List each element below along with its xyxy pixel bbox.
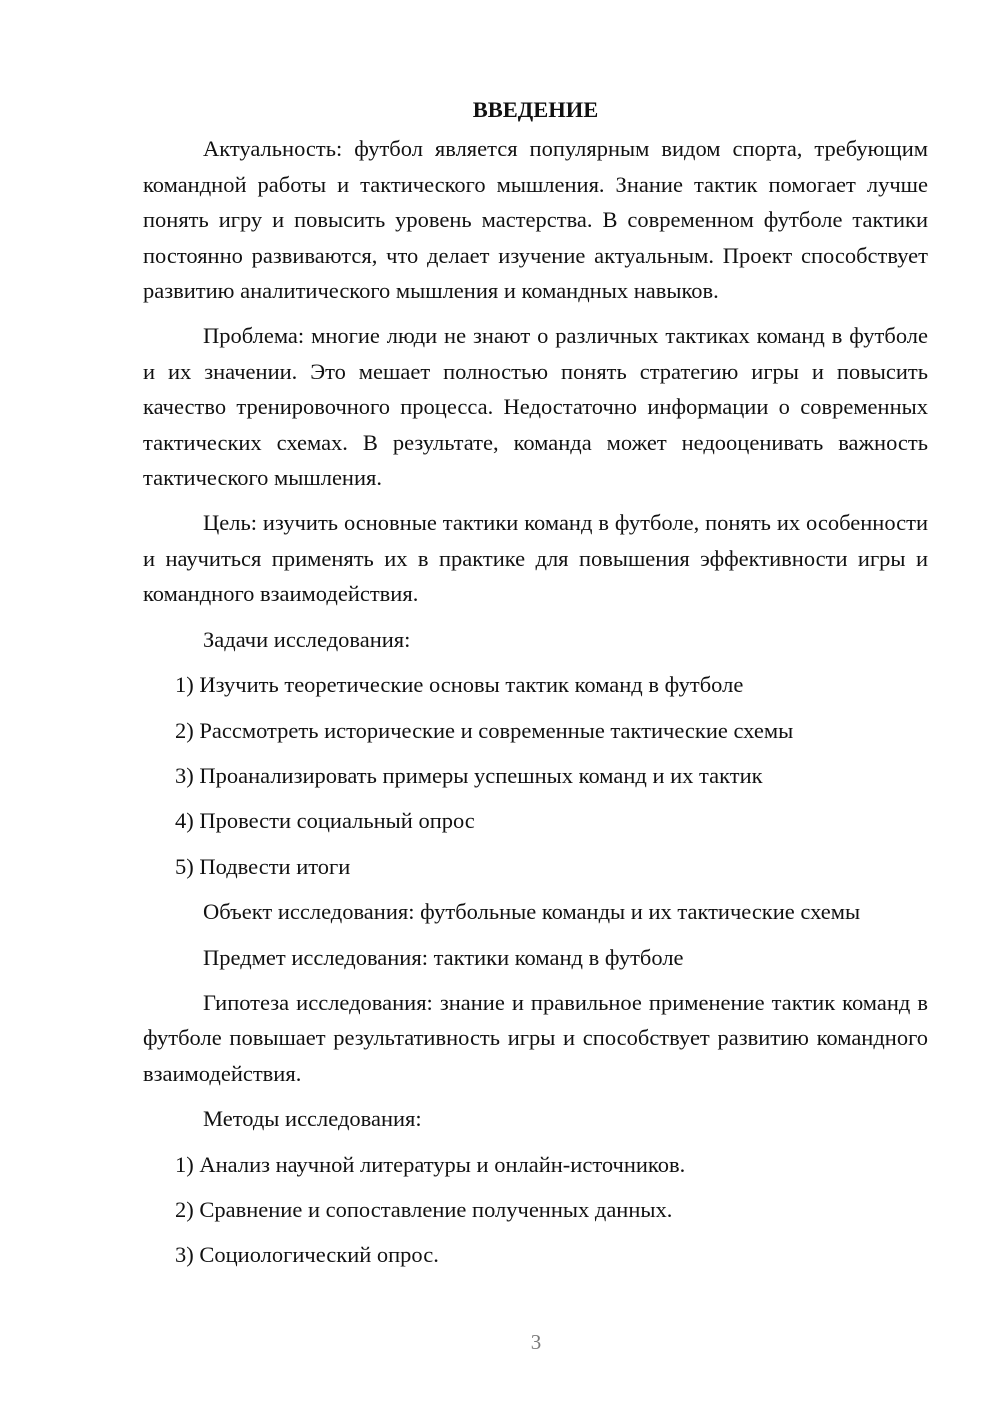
hypothesis-paragraph: Гипотеза исследования: знание и правильное применение тактик команд в футболе повышает результативность игры и способствует развитию командного взаимодействия. <box>143 989 928 1086</box>
task-item: 3) Проанализировать примеры успешных команд и их тактик <box>175 762 763 788</box>
method-item: 3) Социологический опрос. <box>175 1242 439 1268</box>
tasks-heading: Задачи исследования: <box>203 626 411 652</box>
section-title: ВВЕДЕНИЕ <box>472 97 599 122</box>
task-item: 1) Изучить теоретические основы тактик команд в футболе <box>175 672 744 698</box>
task-item: 2) Рассмотреть исторические и современные тактические схемы <box>175 717 794 743</box>
method-item: 2) Сравнение и сопоставление полученных данных. <box>175 1196 673 1222</box>
problem-paragraph: Проблема: многие люди не знают о различных тактиках команд в футболе и их значении. Это мешает полностью понять стратегию игры и повысить качество тренировочного процесса. Недостаточно информации о современных тактических схемах. В результате, команда может недооценивать важность тактического мышления. <box>143 323 928 491</box>
relevance-paragraph: Актуальность: футбол является популярным видом спорта, требующим командной работы и тактического мышления. Знание тактик помогает лучше понять игру и повысить уровень мастерства. В современном футболе тактики постоянно развиваются, что делает изучение актуальным. Проект способствует развитию аналитического мышления и командных навыков. <box>143 136 928 304</box>
goal-paragraph: Цель: изучить основные тактики команд в футболе, понять их особенности и научиться применять их в практике для повышения эффективности игры и командного взаимодействия. <box>143 510 928 607</box>
document-body <box>143 92 928 1283</box>
methods-list <box>143 1147 928 1273</box>
task-item: 5) Подвести итоги <box>175 853 351 879</box>
task-item: 4) Провести социальный опрос <box>175 808 475 834</box>
tasks-list <box>143 667 928 884</box>
object-paragraph: Объект исследования: футбольные команды и их тактические схемы <box>203 899 861 925</box>
subject-paragraph: Предмет исследования: тактики команд в футболе <box>203 944 684 970</box>
page-number: 3 <box>530 1330 542 1354</box>
methods-heading: Методы исследования: <box>203 1106 422 1132</box>
method-item: 1) Анализ научной литературы и онлайн-источников. <box>175 1151 686 1177</box>
